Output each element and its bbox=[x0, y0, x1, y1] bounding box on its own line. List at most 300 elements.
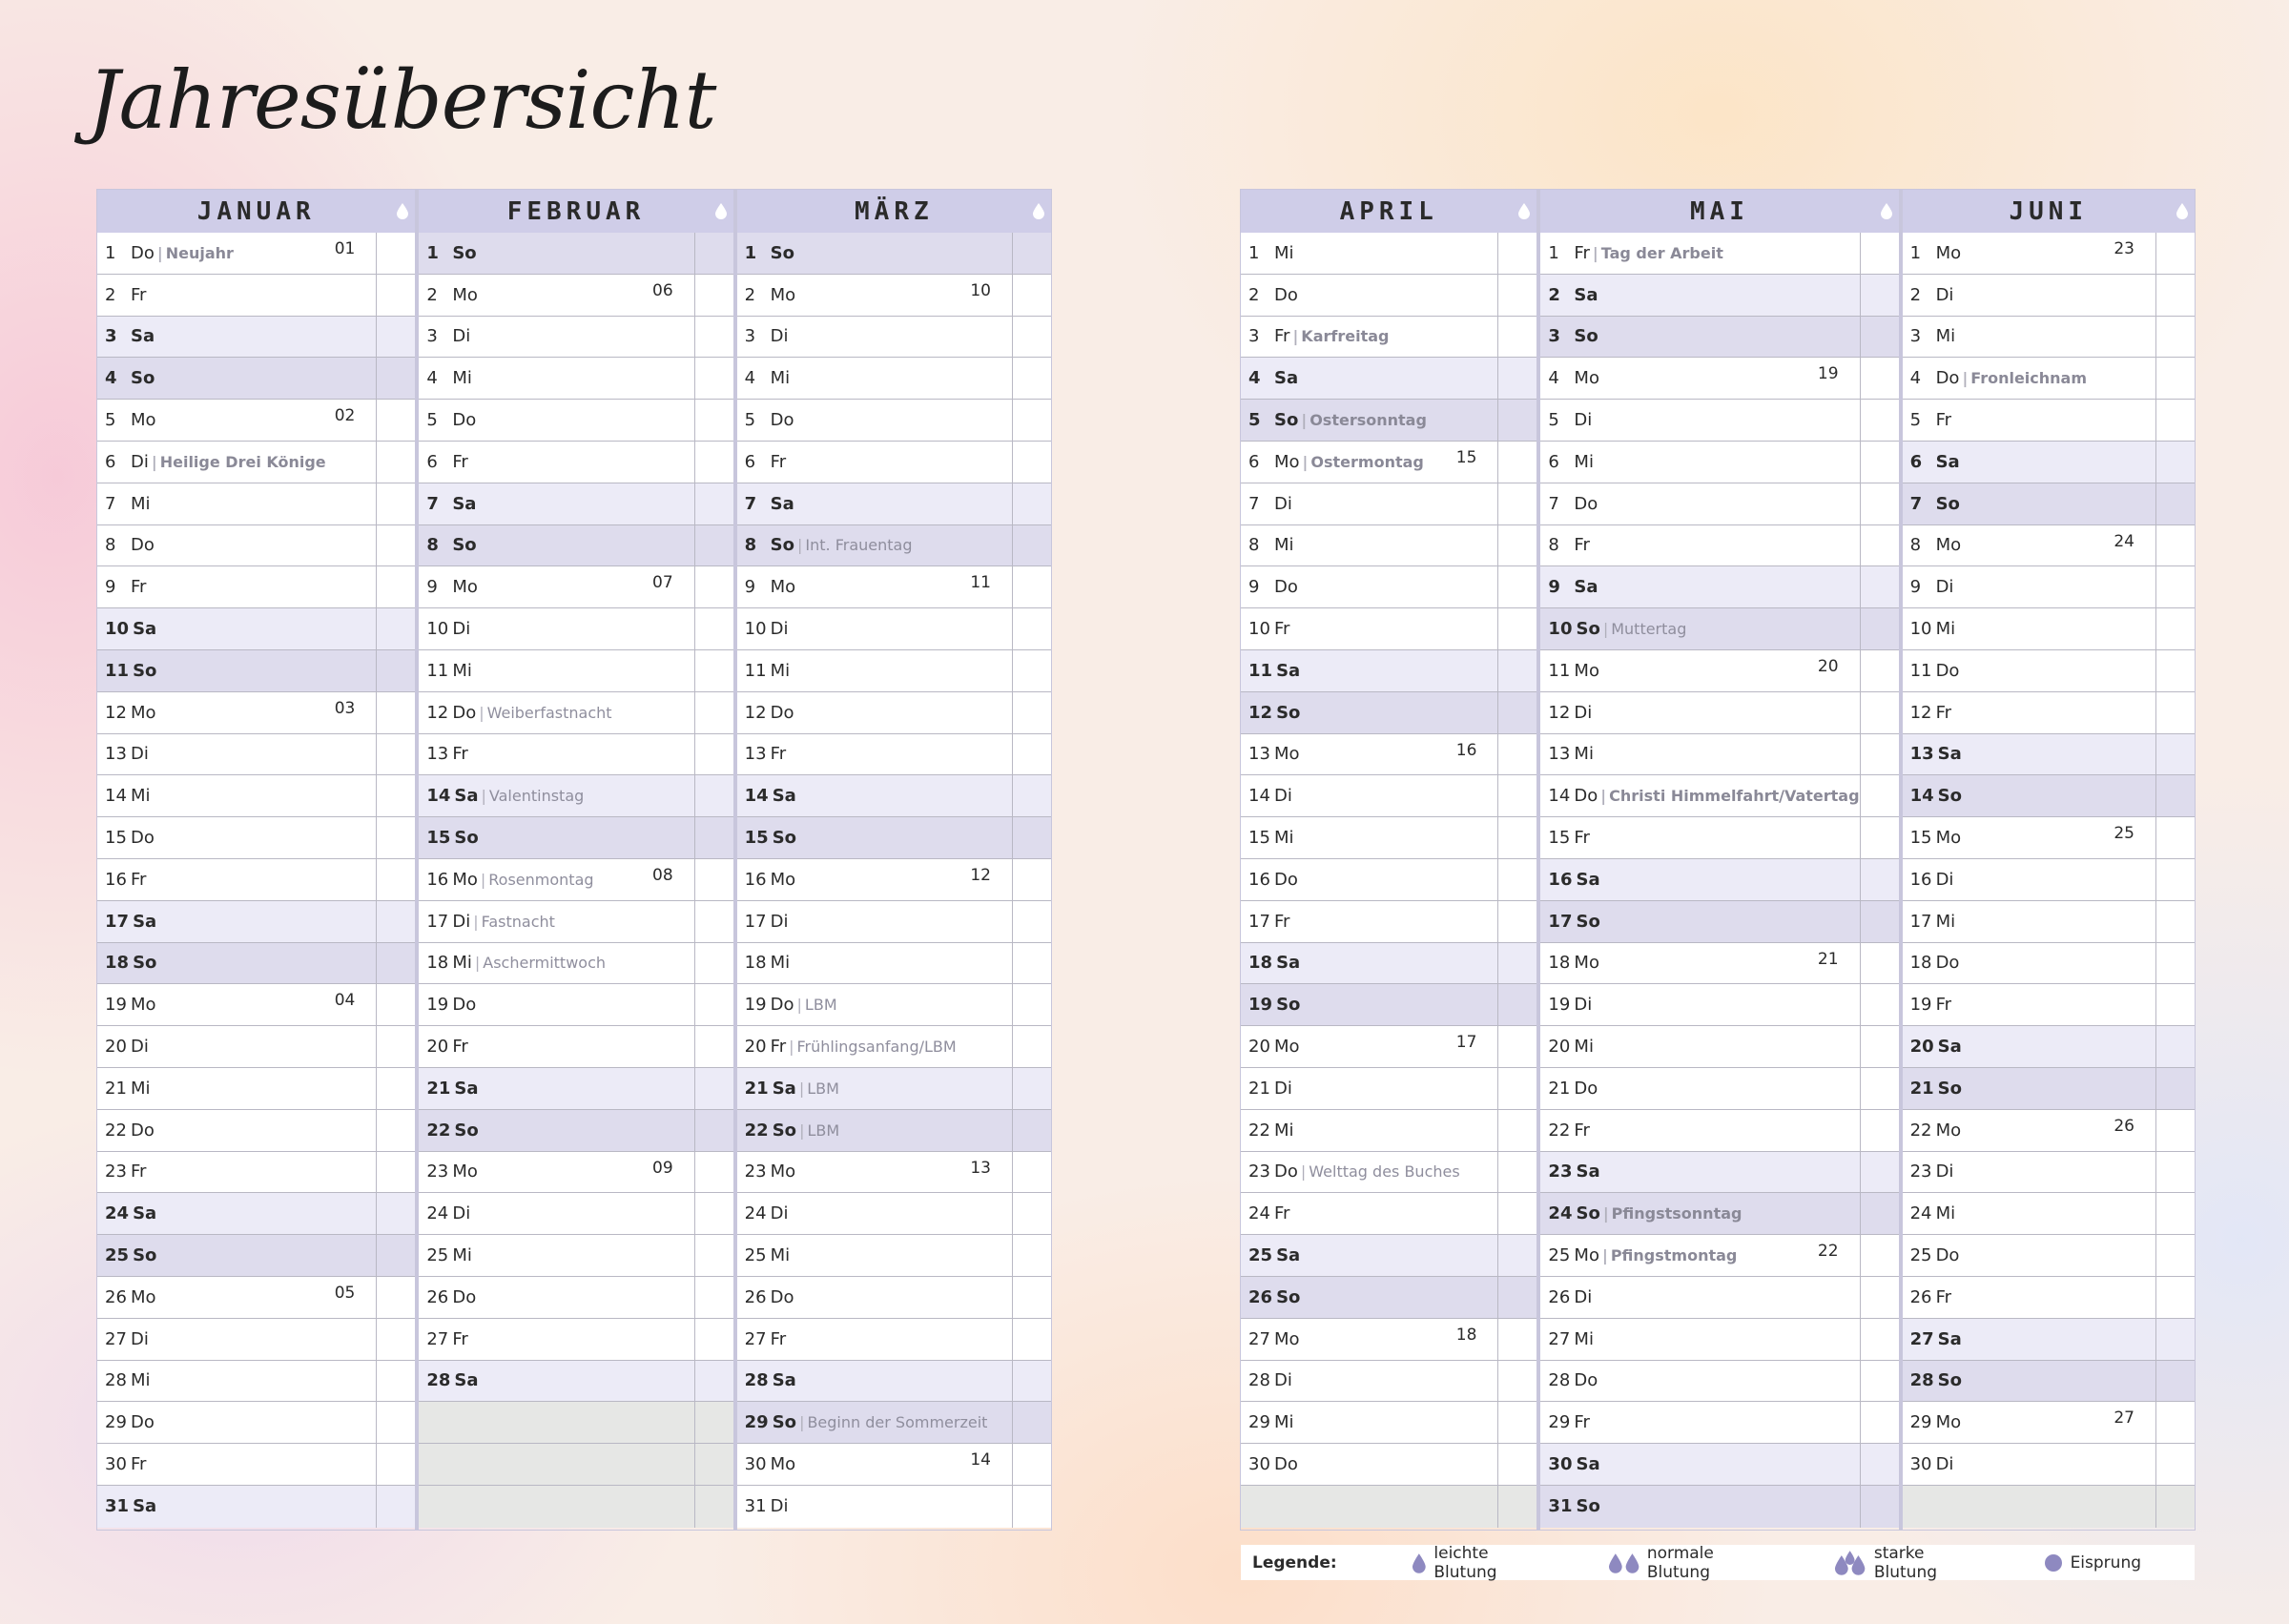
holiday-label: | Muttertag bbox=[1603, 620, 1687, 638]
weekday: Sa bbox=[452, 493, 477, 514]
cycle-mark-cell[interactable] bbox=[376, 650, 415, 691]
cycle-mark-cell[interactable] bbox=[2155, 442, 2195, 483]
day-number: 12 bbox=[1909, 702, 1932, 723]
cycle-mark-cell[interactable] bbox=[1860, 1319, 1899, 1360]
cycle-mark-cell[interactable] bbox=[1860, 275, 1899, 316]
weekday: Do bbox=[1935, 1245, 1960, 1266]
day-number: 13 bbox=[1548, 744, 1571, 765]
cycle-mark-cell[interactable] bbox=[2155, 358, 2195, 399]
cycle-mark-cell[interactable] bbox=[694, 358, 733, 399]
day-row bbox=[97, 358, 415, 400]
holiday-label: | LBM bbox=[799, 1079, 839, 1098]
cycle-mark-cell[interactable] bbox=[1012, 317, 1051, 358]
day-number: 19 bbox=[1909, 995, 1932, 1016]
cycle-mark-cell[interactable] bbox=[1012, 525, 1051, 566]
cycle-mark-cell[interactable] bbox=[1860, 1444, 1899, 1485]
cycle-mark-cell[interactable] bbox=[1012, 442, 1051, 483]
day-row bbox=[1241, 358, 1536, 400]
cycle-mark-cell[interactable] bbox=[694, 608, 733, 649]
cycle-mark-cell[interactable] bbox=[1012, 1068, 1051, 1109]
cycle-mark-cell[interactable] bbox=[2155, 608, 2195, 649]
cycle-mark-cell[interactable] bbox=[376, 943, 415, 984]
cycle-mark-cell[interactable] bbox=[2155, 650, 2195, 691]
cycle-mark-cell[interactable] bbox=[1497, 984, 1536, 1025]
cycle-mark-cell[interactable] bbox=[1012, 1026, 1051, 1067]
cycle-mark-cell[interactable] bbox=[694, 1235, 733, 1276]
cycle-mark-cell[interactable] bbox=[2155, 566, 2195, 607]
day-number: 28 bbox=[1248, 1370, 1270, 1391]
cycle-mark-cell[interactable] bbox=[376, 233, 415, 274]
cycle-mark-cell[interactable] bbox=[2155, 901, 2195, 942]
cycle-mark-cell[interactable] bbox=[376, 1444, 415, 1485]
holiday-label: | Frühlingsanfang/LBM bbox=[789, 1038, 957, 1056]
day-row bbox=[97, 984, 415, 1026]
weekday: Fr bbox=[131, 1161, 147, 1182]
day-row bbox=[1540, 1319, 1898, 1361]
cycle-mark-cell[interactable] bbox=[2155, 400, 2195, 441]
cycle-mark-cell[interactable] bbox=[694, 483, 733, 524]
cycle-mark-cell[interactable] bbox=[1012, 233, 1051, 274]
cycle-mark-cell[interactable] bbox=[376, 442, 415, 483]
day-cell bbox=[737, 1193, 1012, 1234]
cycle-mark-cell[interactable] bbox=[1860, 943, 1899, 984]
weekday: Mo bbox=[452, 284, 478, 305]
day-number: 6 bbox=[426, 451, 438, 472]
cycle-mark-cell[interactable] bbox=[2155, 1486, 2195, 1528]
cycle-mark-cell[interactable] bbox=[1497, 442, 1536, 483]
weekday: Do bbox=[1935, 368, 1960, 389]
cycle-mark-cell[interactable] bbox=[1497, 275, 1536, 316]
cycle-mark-cell[interactable] bbox=[376, 1402, 415, 1443]
cycle-mark-cell[interactable] bbox=[694, 943, 733, 984]
cycle-mark-cell[interactable] bbox=[1497, 859, 1536, 900]
weekday: Di bbox=[770, 911, 789, 932]
cycle-mark-cell[interactable] bbox=[1012, 1235, 1051, 1276]
day-cell bbox=[97, 525, 376, 566]
cycle-mark-cell[interactable] bbox=[1012, 1444, 1051, 1485]
cycle-mark-cell[interactable] bbox=[376, 608, 415, 649]
day-cell bbox=[1241, 775, 1497, 816]
cycle-mark-cell[interactable] bbox=[1860, 650, 1899, 691]
day-row bbox=[1540, 1110, 1898, 1152]
day-number: 23 bbox=[1248, 1161, 1270, 1182]
cycle-mark-cell[interactable] bbox=[376, 1068, 415, 1109]
cycle-mark-cell[interactable] bbox=[1497, 1402, 1536, 1443]
cycle-mark-cell[interactable] bbox=[694, 734, 733, 775]
cycle-mark-cell[interactable] bbox=[1497, 358, 1536, 399]
cycle-mark-cell[interactable] bbox=[2155, 483, 2195, 524]
cycle-mark-cell[interactable] bbox=[1860, 1486, 1899, 1528]
cycle-mark-cell[interactable] bbox=[1497, 1361, 1536, 1402]
weekday: Do bbox=[770, 995, 794, 1016]
cycle-mark-cell[interactable] bbox=[694, 1277, 733, 1318]
day-row bbox=[419, 483, 732, 525]
cycle-mark-cell[interactable] bbox=[1012, 859, 1051, 900]
day-cell bbox=[1241, 817, 1497, 858]
cycle-mark-cell[interactable] bbox=[694, 1152, 733, 1193]
day-cell bbox=[737, 859, 1012, 900]
cycle-mark-cell[interactable] bbox=[694, 1361, 733, 1402]
cycle-mark-cell[interactable] bbox=[1497, 734, 1536, 775]
calendar-week: 12 bbox=[970, 865, 991, 885]
cycle-mark-cell[interactable] bbox=[2155, 1235, 2195, 1276]
day-number: 19 bbox=[744, 995, 767, 1016]
weekday: Di bbox=[1574, 410, 1593, 431]
triple-drop-icon bbox=[1833, 1551, 1866, 1575]
cycle-mark-cell[interactable] bbox=[376, 358, 415, 399]
day-row bbox=[1903, 984, 2195, 1026]
day-number: 18 bbox=[105, 953, 130, 974]
cycle-mark-cell[interactable] bbox=[2155, 1361, 2195, 1402]
cycle-mark-cell[interactable] bbox=[1860, 608, 1899, 649]
cycle-mark-cell[interactable] bbox=[376, 525, 415, 566]
cycle-mark-cell[interactable] bbox=[1860, 1193, 1899, 1234]
weekday: Mi bbox=[770, 1245, 791, 1266]
day-row bbox=[1540, 734, 1898, 776]
cycle-mark-cell[interactable] bbox=[376, 1486, 415, 1528]
cycle-mark-cell[interactable] bbox=[694, 817, 733, 858]
cycle-mark-cell[interactable] bbox=[1860, 859, 1899, 900]
cycle-mark-cell[interactable] bbox=[376, 566, 415, 607]
day-row bbox=[1540, 1402, 1898, 1444]
cycle-mark-cell[interactable] bbox=[694, 525, 733, 566]
cycle-mark-cell[interactable] bbox=[1012, 275, 1051, 316]
cycle-mark-cell[interactable] bbox=[1012, 566, 1051, 607]
cycle-mark-cell[interactable] bbox=[1860, 817, 1899, 858]
calendar-week: 03 bbox=[334, 698, 356, 718]
cycle-mark-cell[interactable] bbox=[2155, 984, 2195, 1025]
cycle-mark-cell[interactable] bbox=[694, 1444, 733, 1485]
cycle-mark-cell[interactable] bbox=[1012, 1193, 1051, 1234]
cycle-mark-cell[interactable] bbox=[694, 1026, 733, 1067]
cycle-mark-cell[interactable] bbox=[1012, 1277, 1051, 1318]
cycle-mark-cell[interactable] bbox=[1860, 442, 1899, 483]
cycle-mark-cell[interactable] bbox=[1012, 734, 1051, 775]
day-list bbox=[97, 233, 415, 1530]
cycle-mark-cell[interactable] bbox=[376, 317, 415, 358]
day-cell bbox=[1540, 608, 1859, 649]
cycle-mark-cell[interactable] bbox=[1860, 1068, 1899, 1109]
cycle-mark-cell[interactable] bbox=[2155, 233, 2195, 274]
day-cell bbox=[97, 358, 376, 399]
cycle-mark-cell[interactable] bbox=[376, 1277, 415, 1318]
cycle-mark-cell[interactable] bbox=[694, 984, 733, 1025]
cycle-mark-cell[interactable] bbox=[694, 1402, 733, 1443]
cycle-mark-cell[interactable] bbox=[1497, 692, 1536, 733]
day-cell bbox=[1241, 943, 1497, 984]
cycle-mark-cell[interactable] bbox=[1860, 1110, 1899, 1151]
day-cell bbox=[1241, 901, 1497, 942]
cycle-mark-cell[interactable] bbox=[694, 1486, 733, 1528]
cycle-mark-cell[interactable] bbox=[1497, 233, 1536, 274]
cycle-mark-cell[interactable] bbox=[1860, 317, 1899, 358]
cycle-mark-cell[interactable] bbox=[1860, 692, 1899, 733]
cycle-mark-cell[interactable] bbox=[1012, 1110, 1051, 1151]
cycle-mark-cell[interactable] bbox=[694, 275, 733, 316]
day-row bbox=[1241, 1319, 1536, 1361]
day-number: 16 bbox=[1548, 869, 1573, 890]
cycle-mark-cell[interactable] bbox=[1860, 775, 1899, 816]
cycle-mark-cell[interactable] bbox=[1497, 1235, 1536, 1276]
cycle-mark-cell[interactable] bbox=[1012, 1319, 1051, 1360]
day-row bbox=[97, 1444, 415, 1486]
holiday-label: | Beginn der Sommerzeit bbox=[799, 1413, 987, 1431]
cycle-mark-cell[interactable] bbox=[694, 775, 733, 816]
cycle-mark-cell[interactable] bbox=[1012, 692, 1051, 733]
weekday: So bbox=[1574, 326, 1598, 347]
weekday: Do bbox=[1935, 953, 1960, 974]
cycle-mark-cell[interactable] bbox=[1860, 1361, 1899, 1402]
calendar-week: 10 bbox=[970, 280, 991, 300]
day-row bbox=[97, 1068, 415, 1110]
cycle-mark-cell[interactable] bbox=[1012, 608, 1051, 649]
cycle-mark-cell[interactable] bbox=[2155, 1402, 2195, 1443]
cycle-mark-cell[interactable] bbox=[2155, 1110, 2195, 1151]
cycle-mark-cell[interactable] bbox=[1497, 525, 1536, 566]
day-cell bbox=[1540, 1444, 1859, 1485]
cycle-mark-cell[interactable] bbox=[1860, 400, 1899, 441]
cycle-mark-cell[interactable] bbox=[1012, 483, 1051, 524]
cycle-mark-cell[interactable] bbox=[1497, 817, 1536, 858]
cycle-mark-cell[interactable] bbox=[1497, 566, 1536, 607]
weekday: Fr bbox=[452, 744, 468, 765]
cycle-mark-cell[interactable] bbox=[1860, 1235, 1899, 1276]
day-number: 11 bbox=[1248, 660, 1273, 681]
cycle-mark-cell[interactable] bbox=[2155, 1193, 2195, 1234]
cycle-mark-cell[interactable] bbox=[376, 1235, 415, 1276]
cycle-mark-cell[interactable] bbox=[376, 1026, 415, 1067]
day-row bbox=[97, 817, 415, 859]
cycle-mark-cell[interactable] bbox=[376, 775, 415, 816]
cycle-mark-cell[interactable] bbox=[694, 1193, 733, 1234]
day-cell bbox=[1241, 984, 1497, 1025]
cycle-mark-cell[interactable] bbox=[1497, 650, 1536, 691]
cycle-mark-cell[interactable] bbox=[1497, 1486, 1536, 1528]
cycle-mark-cell[interactable] bbox=[376, 859, 415, 900]
day-row bbox=[1540, 901, 1898, 943]
cycle-mark-cell[interactable] bbox=[1497, 1444, 1536, 1485]
cycle-mark-cell[interactable] bbox=[376, 400, 415, 441]
cycle-mark-cell[interactable] bbox=[376, 1193, 415, 1234]
weekday: Mi bbox=[1935, 619, 1956, 640]
cycle-mark-cell[interactable] bbox=[1012, 1486, 1051, 1528]
cycle-mark-cell[interactable] bbox=[376, 734, 415, 775]
cycle-mark-cell[interactable] bbox=[2155, 1444, 2195, 1485]
page-title: Jahresübersicht bbox=[88, 53, 716, 147]
cycle-mark-cell[interactable] bbox=[1497, 1026, 1536, 1067]
cycle-mark-cell[interactable] bbox=[2155, 275, 2195, 316]
holiday-label: | Int. Frauentag bbox=[797, 536, 912, 554]
cycle-mark-cell[interactable] bbox=[694, 859, 733, 900]
cycle-mark-cell[interactable] bbox=[694, 901, 733, 942]
month-header bbox=[1241, 190, 1536, 233]
cycle-mark-cell[interactable] bbox=[1860, 1402, 1899, 1443]
cycle-mark-cell[interactable] bbox=[1497, 1152, 1536, 1193]
cycle-mark-cell[interactable] bbox=[376, 984, 415, 1025]
day-cell bbox=[737, 1319, 1012, 1360]
cycle-mark-cell[interactable] bbox=[694, 566, 733, 607]
cycle-mark-cell[interactable] bbox=[2155, 1319, 2195, 1360]
day-cell bbox=[1903, 984, 2155, 1025]
day-row bbox=[1903, 1319, 2195, 1361]
cycle-mark-cell[interactable] bbox=[694, 1068, 733, 1109]
day-cell bbox=[97, 483, 376, 524]
day-row bbox=[1903, 859, 2195, 901]
day-number: 13 bbox=[426, 744, 449, 765]
day-row bbox=[97, 1026, 415, 1068]
weekday: Sa bbox=[1576, 869, 1600, 890]
cycle-mark-cell[interactable] bbox=[376, 692, 415, 733]
day-number: 27 bbox=[1548, 1328, 1571, 1349]
day-cell bbox=[419, 1068, 693, 1109]
cycle-mark-cell[interactable] bbox=[2155, 817, 2195, 858]
day-cell bbox=[419, 1277, 693, 1318]
cycle-mark-cell[interactable] bbox=[1497, 483, 1536, 524]
cycle-mark-cell[interactable] bbox=[1012, 817, 1051, 858]
day-number: 21 bbox=[744, 1078, 769, 1099]
cycle-mark-cell[interactable] bbox=[1012, 984, 1051, 1025]
cycle-mark-cell[interactable] bbox=[1860, 1277, 1899, 1318]
cycle-mark-cell[interactable] bbox=[376, 1152, 415, 1193]
double-drop-icon bbox=[1608, 1552, 1639, 1573]
day-number: 24 bbox=[1548, 1203, 1573, 1224]
cycle-mark-cell[interactable] bbox=[1497, 1110, 1536, 1151]
cycle-mark-cell[interactable] bbox=[1012, 1402, 1051, 1443]
day-number: 10 bbox=[1909, 619, 1932, 640]
day-cell bbox=[737, 775, 1012, 816]
cycle-mark-cell[interactable] bbox=[1012, 358, 1051, 399]
day-number: 20 bbox=[426, 1037, 449, 1058]
weekday: So bbox=[772, 1120, 797, 1141]
cycle-mark-cell[interactable] bbox=[1860, 233, 1899, 274]
cycle-mark-cell[interactable] bbox=[694, 1110, 733, 1151]
cycle-mark-cell[interactable] bbox=[1860, 1026, 1899, 1067]
cycle-mark-cell[interactable] bbox=[1012, 400, 1051, 441]
cycle-mark-cell[interactable] bbox=[1860, 358, 1899, 399]
cycle-mark-cell[interactable] bbox=[1497, 943, 1536, 984]
cycle-mark-cell[interactable] bbox=[1497, 901, 1536, 942]
weekday: Mi bbox=[1935, 911, 1956, 932]
cycle-mark-cell[interactable] bbox=[2155, 859, 2195, 900]
weekday: Sa bbox=[131, 326, 155, 347]
weekday: Sa bbox=[1276, 660, 1301, 681]
cycle-mark-cell[interactable] bbox=[1012, 775, 1051, 816]
day-cell bbox=[1903, 1319, 2155, 1360]
cycle-mark-cell[interactable] bbox=[1860, 984, 1899, 1025]
cycle-mark-cell[interactable] bbox=[1497, 400, 1536, 441]
cycle-mark-cell[interactable] bbox=[694, 692, 733, 733]
cycle-mark-cell[interactable] bbox=[1860, 901, 1899, 942]
weekday: Mi bbox=[452, 1245, 472, 1266]
day-cell bbox=[1903, 483, 2155, 524]
weekday: So bbox=[133, 1245, 157, 1266]
weekday: Di bbox=[131, 744, 149, 765]
cycle-mark-cell[interactable] bbox=[1497, 1277, 1536, 1318]
day-number: 28 bbox=[1548, 1370, 1571, 1391]
weekday: Di bbox=[452, 326, 471, 347]
weekday: Mo bbox=[1574, 660, 1599, 681]
weekday: Di bbox=[1274, 1370, 1292, 1391]
day-cell bbox=[1903, 358, 2155, 399]
cycle-mark-cell[interactable] bbox=[1860, 525, 1899, 566]
cycle-mark-cell[interactable] bbox=[1012, 650, 1051, 691]
cycle-mark-cell[interactable] bbox=[2155, 1026, 2195, 1067]
cycle-mark-cell[interactable] bbox=[694, 233, 733, 274]
day-number: 8 bbox=[744, 535, 757, 556]
cycle-mark-cell[interactable] bbox=[2155, 734, 2195, 775]
cycle-mark-cell[interactable] bbox=[1012, 943, 1051, 984]
cycle-mark-cell[interactable] bbox=[1497, 1319, 1536, 1360]
day-row bbox=[419, 1319, 732, 1361]
cycle-mark-cell[interactable] bbox=[2155, 1277, 2195, 1318]
day-cell bbox=[1540, 1277, 1859, 1318]
cycle-mark-cell[interactable] bbox=[2155, 775, 2195, 816]
day-row bbox=[1241, 734, 1536, 776]
weekday: Di bbox=[1574, 702, 1593, 723]
cycle-mark-cell[interactable] bbox=[1497, 608, 1536, 649]
cycle-mark-cell[interactable] bbox=[694, 400, 733, 441]
cycle-mark-cell[interactable] bbox=[2155, 943, 2195, 984]
cycle-mark-cell[interactable] bbox=[2155, 692, 2195, 733]
cycle-mark-cell[interactable] bbox=[2155, 1068, 2195, 1109]
cycle-mark-cell[interactable] bbox=[376, 1361, 415, 1402]
cycle-mark-cell[interactable] bbox=[1860, 483, 1899, 524]
cycle-mark-cell[interactable] bbox=[1497, 1193, 1536, 1234]
cycle-mark-cell[interactable] bbox=[376, 1319, 415, 1360]
legend-label-normal: normale Blutung bbox=[1646, 1543, 1714, 1582]
weekday: So bbox=[770, 242, 794, 263]
weekday: Mo bbox=[1574, 953, 1599, 974]
cycle-mark-cell[interactable] bbox=[2155, 317, 2195, 358]
cycle-mark-cell[interactable] bbox=[376, 1110, 415, 1151]
cycle-mark-cell[interactable] bbox=[1860, 1152, 1899, 1193]
day-cell bbox=[1903, 859, 2155, 900]
cycle-mark-cell[interactable] bbox=[376, 275, 415, 316]
cycle-mark-cell[interactable] bbox=[1497, 317, 1536, 358]
cycle-mark-cell[interactable] bbox=[1012, 1361, 1051, 1402]
weekday: So bbox=[1937, 786, 1962, 807]
cycle-mark-cell[interactable] bbox=[2155, 525, 2195, 566]
weekday: Mo bbox=[1274, 1328, 1300, 1349]
legend-item-normal bbox=[1608, 1544, 1780, 1582]
cycle-mark-cell[interactable] bbox=[694, 1319, 733, 1360]
cycle-mark-cell[interactable] bbox=[2155, 1152, 2195, 1193]
cycle-mark-cell[interactable] bbox=[694, 650, 733, 691]
cycle-mark-cell[interactable] bbox=[1860, 734, 1899, 775]
cycle-mark-cell[interactable] bbox=[1497, 1068, 1536, 1109]
cycle-mark-cell[interactable] bbox=[694, 317, 733, 358]
cycle-mark-cell[interactable] bbox=[376, 901, 415, 942]
cycle-mark-cell[interactable] bbox=[376, 817, 415, 858]
cycle-mark-cell[interactable] bbox=[694, 442, 733, 483]
day-number: 19 bbox=[426, 995, 449, 1016]
day-row bbox=[1540, 233, 1898, 275]
day-number: 1 bbox=[1548, 242, 1559, 263]
cycle-mark-cell[interactable] bbox=[1497, 775, 1536, 816]
cycle-mark-cell[interactable] bbox=[376, 483, 415, 524]
day-cell bbox=[419, 650, 693, 691]
single-drop-icon bbox=[1412, 1552, 1427, 1573]
cycle-mark-cell[interactable] bbox=[1012, 901, 1051, 942]
cycle-mark-cell[interactable] bbox=[1860, 566, 1899, 607]
day-row bbox=[97, 943, 415, 985]
cycle-mark-cell[interactable] bbox=[1012, 1152, 1051, 1193]
day-number: 11 bbox=[1548, 660, 1571, 681]
weekday: Do bbox=[452, 995, 477, 1016]
weekday: Mi bbox=[770, 368, 791, 389]
day-cell bbox=[1241, 608, 1497, 649]
weekday: Sa bbox=[454, 1370, 479, 1391]
